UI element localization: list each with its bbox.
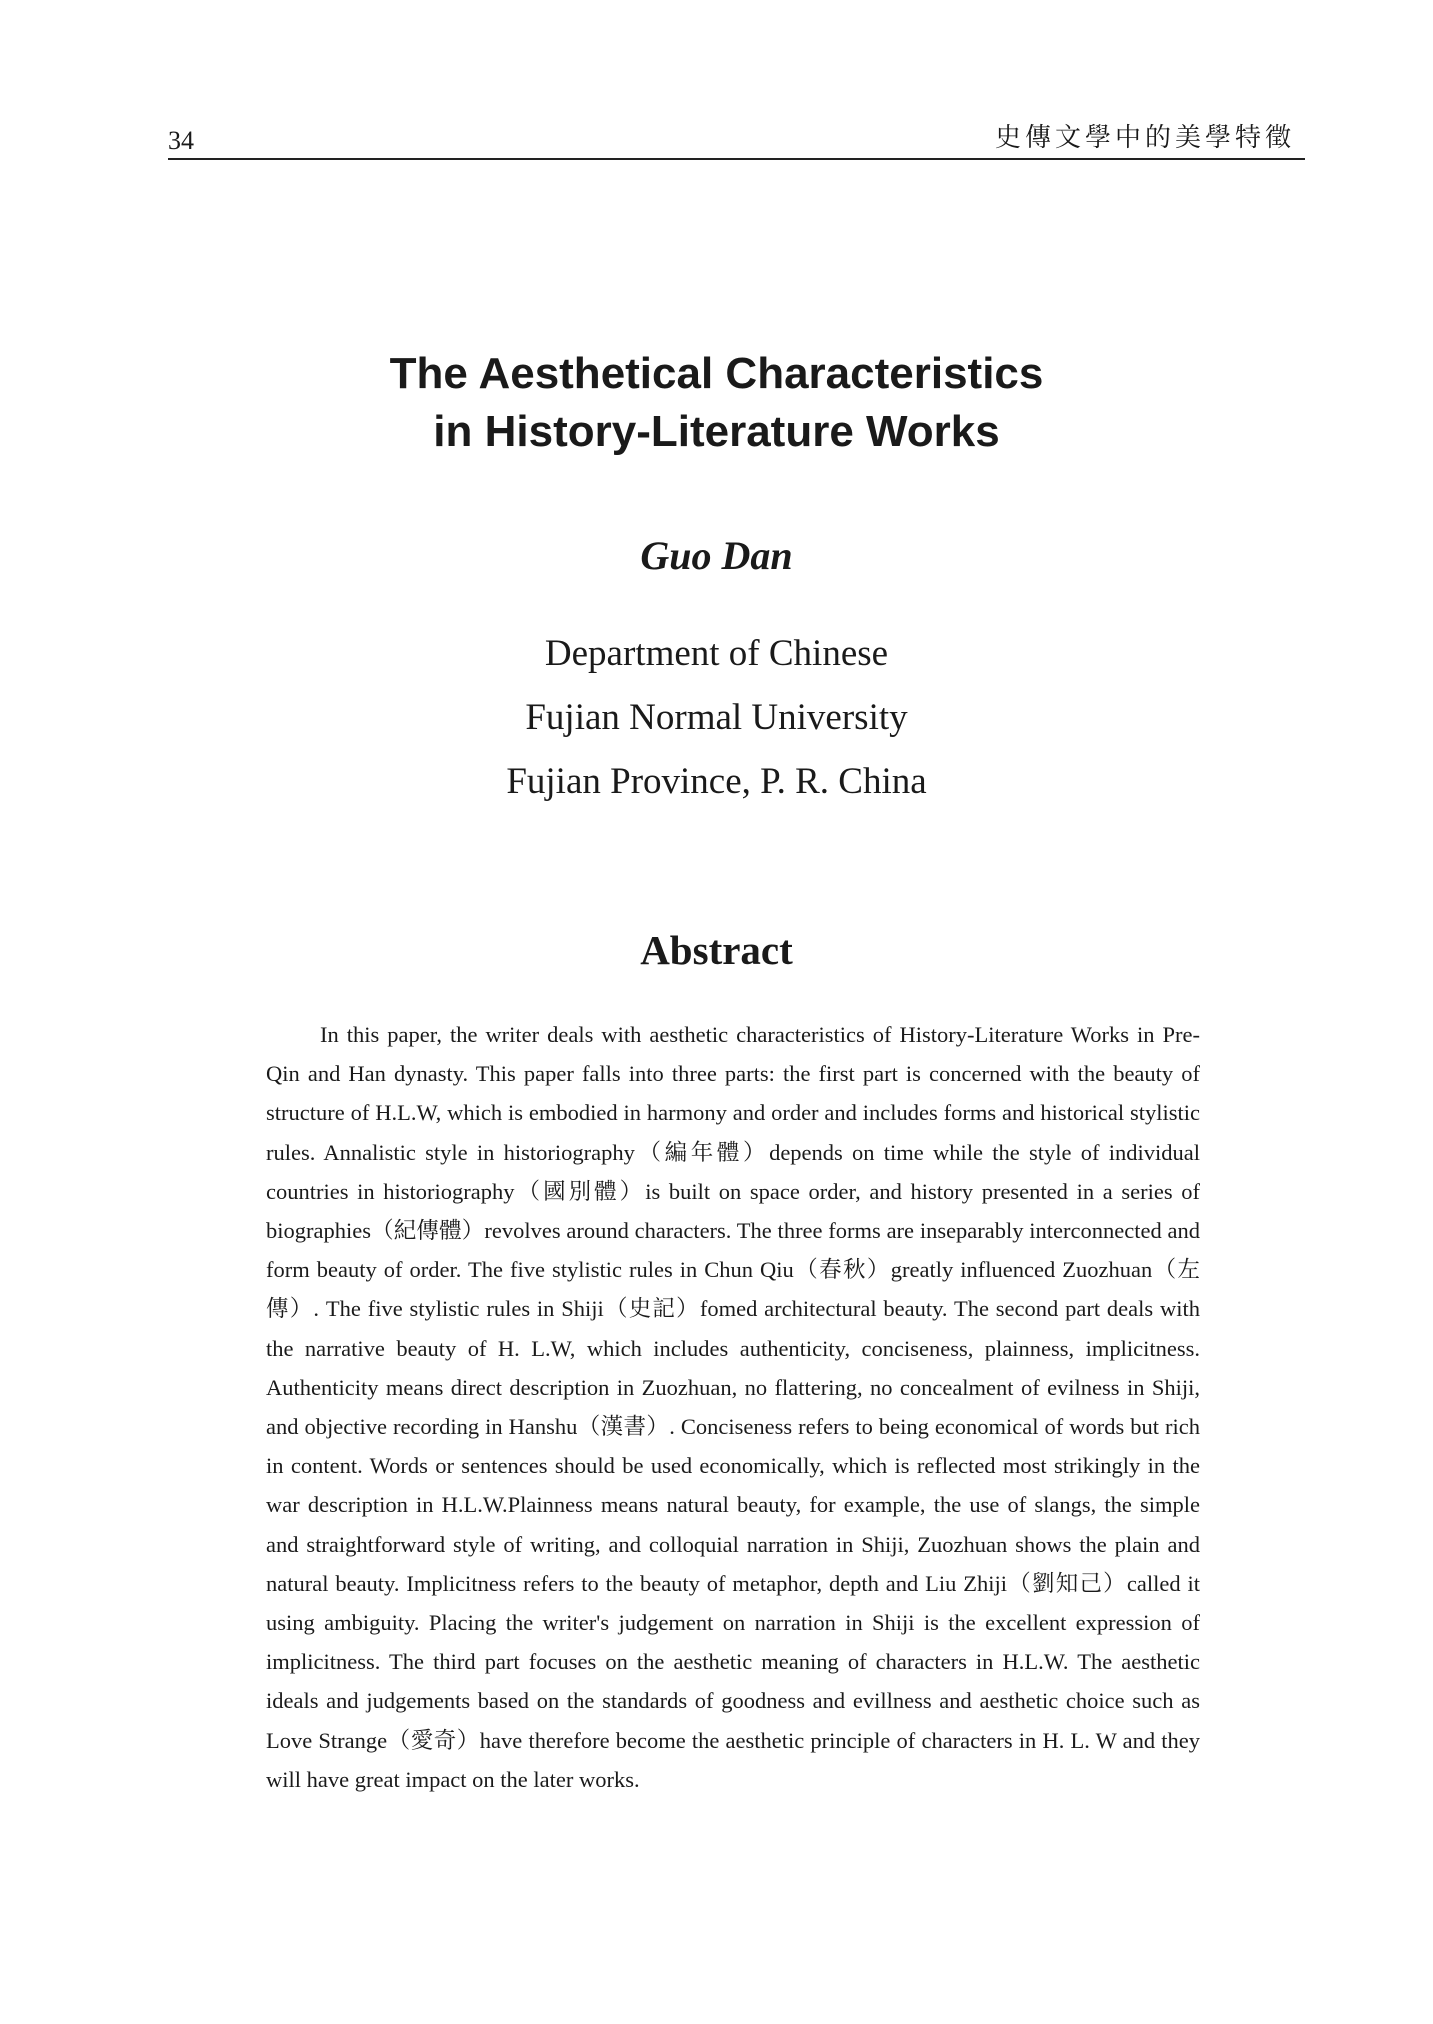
paper-title-line-2: in History-Literature Works bbox=[433, 407, 1000, 456]
paper-title-line-1: The Aesthetical Characteristics bbox=[389, 349, 1044, 398]
abstract-heading: Abstract bbox=[640, 927, 793, 973]
paper-title bbox=[0, 345, 1433, 461]
abstract-body bbox=[266, 1015, 1200, 1799]
running-head bbox=[168, 118, 1305, 160]
author-name: Guo Dan bbox=[640, 533, 793, 578]
affiliation-university: Fujian Normal University bbox=[525, 697, 908, 738]
page-number: 34 bbox=[168, 126, 194, 155]
running-title: 史傳文學中的美學特徵 bbox=[994, 123, 1295, 153]
abstract-paragraph: In this paper, the writer deals with aesthetic characteristics of History-Literature Works in Pre-Qin and Han dynasty. This paper falls into three parts: the first part is concerned with the beauty of structure of H.L.W, which is embodied in harmony and order and includes forms and historical stylistic rules. Annalistic style in historiography（編年體）depends on time while the style of individual countries in historiography（國別體）is built on space order, and history presented in a series of biographies（紀傳體）revolves around characters. The three forms are inseparably interconnected and form beauty of order. The five stylistic rules in Chun Qiu（春秋）greatly influenced Zuozhuan（左傳）. The five stylistic rules in Shiji（史記）fomed architectural beauty. The second part deals with the narrative beauty of H. L.W, which includes authenticity, conciseness, plainness, implicitness. Authenticity means direct description in Zuozhuan, no flattering, no concealment of evilness in Shiji, and objective recording in Hanshu（漢書）. Conciseness refers to being economical of words but rich in content. Words or sentences should be used economically, which is reflected most strikingly in the war description in H.L.W.Plainness means natural beauty, for example, the use of slangs, the simple and straightforward style of writing, and colloquial narration in Shiji, Zuozhuan shows the plain and natural beauty. Implicitness refers to the beauty of metaphor, depth and Liu Zhiji（劉知己）called it using ambiguity. Placing the writer's judgement on narration in Shiji is the excellent expression of implicitness. The third part focuses on the aesthetic meaning of characters in H.L.W. The aesthetic ideals and judgements based on the standards of goodness and evillness and aesthetic choice such as Love Strange（愛奇）have therefore become the aesthetic principle of characters in H. L. W and they will have great impact on the later works. bbox=[266, 1022, 1200, 1792]
affiliation-department: Department of Chinese bbox=[544, 633, 889, 674]
affiliation bbox=[0, 622, 1433, 814]
affiliation-location: Fujian Province, P. R. China bbox=[506, 761, 927, 802]
